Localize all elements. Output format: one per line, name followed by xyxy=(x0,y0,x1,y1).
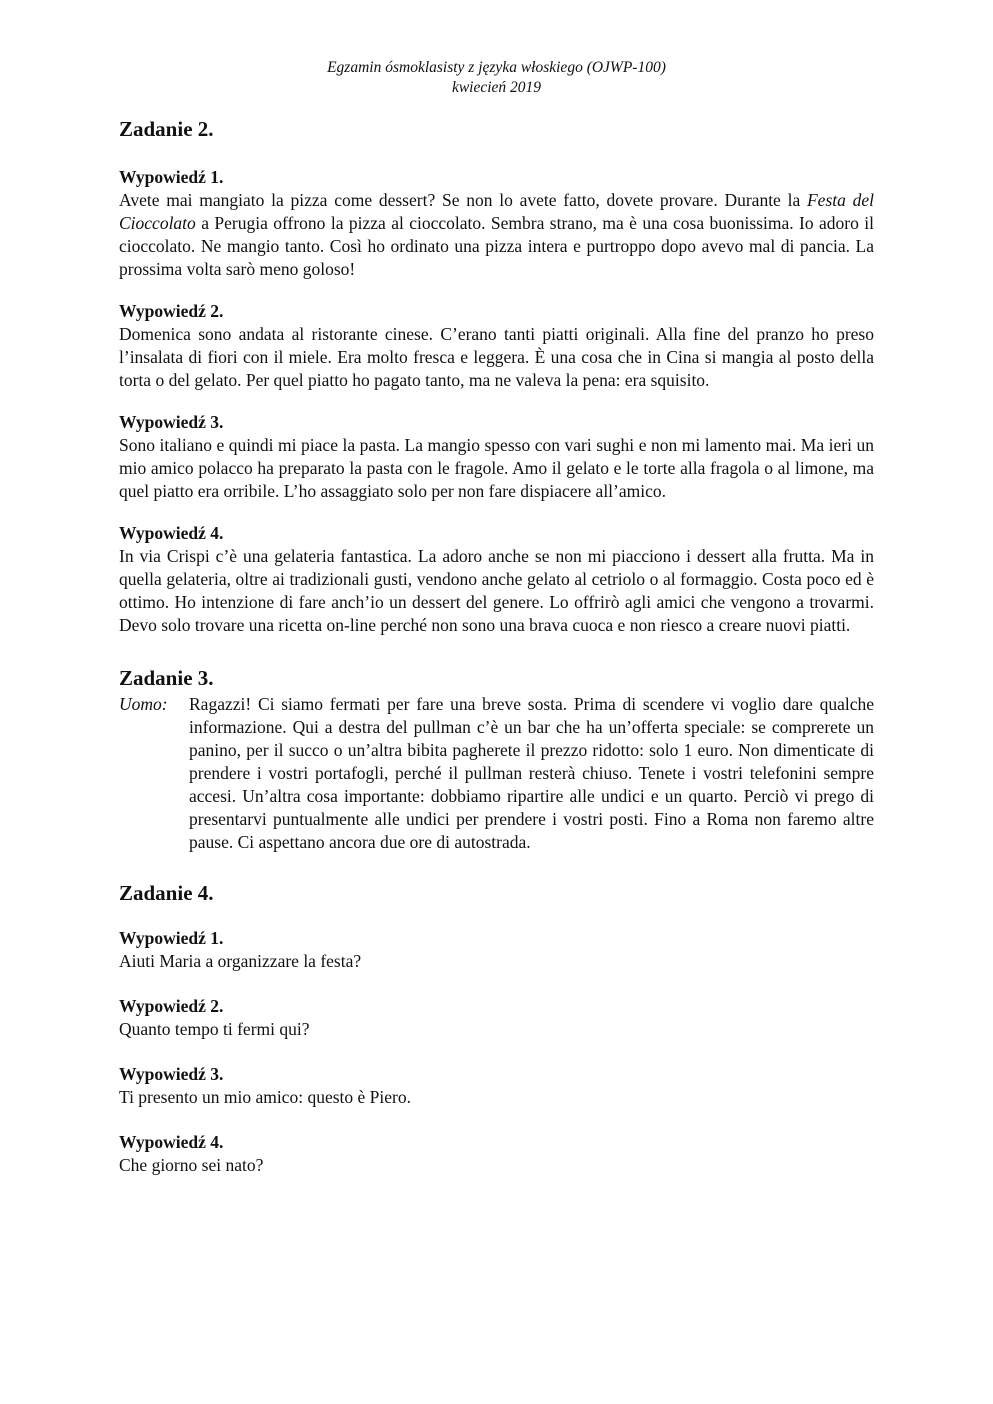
task-4-title: Zadanie 4. xyxy=(119,881,214,905)
response-text: In via Crispi c’è una gelateria fantastica. La adoro anche se non mi piacciono i dessert alla frutta. Ma in quella gelateria, oltre ai tradizionali gusti, vendono anche gelato al cetriolo o al formaggio. Costa poco ed è ottimo. Ho intenzione di fare anch’io un dessert del genere. Lo offrirò agli amici che vengono a trovarmi. Devo solo trovare una ricetta on-line perché non sono una brava cuoca e non riesco a creare nuovi piatti. xyxy=(119,546,874,635)
task-3-title: Zadanie 3. xyxy=(119,666,214,690)
response-text xyxy=(119,189,874,281)
response-text: Che giorno sei nato? xyxy=(119,1155,264,1175)
page-content xyxy=(119,116,874,1199)
response-text-part: Avete mai mangiato la pizza come dessert? Se non lo avete fatto, dovete provare. Durante la xyxy=(119,190,807,210)
task-4-response-4 xyxy=(119,1131,874,1177)
task-4-section xyxy=(119,880,874,1177)
task-2-title: Zadanie 2. xyxy=(119,117,214,141)
response-text: Sono italiano e quindi mi piace la pasta. La mangio spesso con vari sughi e non mi lamento mai. Ma ieri un mio amico polacco ha preparato la pasta con le fragole. Amo il gelato e le torte alla fragola o al limone, ma quel piatto era orribile. L’ho assaggiato solo per non fare dispiacere all’amico. xyxy=(119,435,874,501)
task-4-response-1 xyxy=(119,927,874,973)
task-4-response-3 xyxy=(119,1063,874,1109)
response-label: Wypowiedź 2. xyxy=(119,301,224,321)
response-text: Quanto tempo ti fermi qui? xyxy=(119,1019,310,1039)
response-label: Wypowiedź 4. xyxy=(119,523,224,543)
speaker-label: Uomo: xyxy=(119,694,168,714)
response-label: Wypowiedź 1. xyxy=(119,167,224,187)
response-label: Wypowiedź 1. xyxy=(119,928,224,948)
task-2-section xyxy=(119,116,874,637)
response-text: Aiuti Maria a organizzare la festa? xyxy=(119,951,362,971)
response-text-part: a Perugia offrono la pizza al cioccolato. Sembra strano, ma è una cosa buonissima. Io adoro il cioccolato. Ne mangio tanto. Così ho ordinato una pizza intera e purtroppo dopo avevo mal di pancia. La prossima volta sarò meno goloso! xyxy=(119,213,874,279)
header-date: kwiecień 2019 xyxy=(451,79,542,96)
task-3-section xyxy=(119,665,874,854)
task-2-response-1 xyxy=(119,166,874,281)
speaker-text: Ragazzi! Ci siamo fermati per fare una breve sosta. Prima di scendere vi voglio dare qualche informazione. Qui a destra del pullman c’è un bar che ha un’offerta speciale: se comprerete un panino, per il succo o un’altra bibita pagherete il prezzo ridotto: solo 1 euro. Non dimenticate di prendere i vostri portafogli, perché il pullman resterà chiuso. Tenete i vostri telefonini sempre accesi. Un’altra cosa importante: dobbiamo ripartire alle undici e un quarto. Perciò vi prego di presentarvi puntualmente alle undici per prendere i vostri posti. Fino a Roma non faremo altre pause. Ci aspettano ancora due ore di autostrada. xyxy=(189,694,874,852)
response-label: Wypowiedź 3. xyxy=(119,1064,224,1084)
response-text-italic: Festa del Cioccolato xyxy=(119,190,875,233)
task-2-response-4 xyxy=(119,522,874,637)
header-exam-title: Egzamin ósmoklasisty z języka włoskiego (OJWP-100) xyxy=(327,59,666,76)
response-label: Wypowiedź 2. xyxy=(119,996,224,1016)
task-2-response-3 xyxy=(119,411,874,503)
response-text: Domenica sono andata al ristorante cinese. C’erano tanti piatti originali. Alla fine del pranzo ho preso l’insalata di fiori con il miele. Era molto fresca e leggera. È una cosa che in Cina si mangia al posto della torta o del gelato. Per quel piatto ho pagato tanto, ma ne valeva la pena: era squisito. xyxy=(119,324,874,390)
dialogue-row xyxy=(119,693,874,854)
response-label: Wypowiedź 3. xyxy=(119,412,224,432)
response-label: Wypowiedź 4. xyxy=(119,1132,224,1152)
page-header xyxy=(0,58,993,98)
task-4-response-2 xyxy=(119,995,874,1041)
task-2-response-2 xyxy=(119,300,874,392)
response-text: Ti presento un mio amico: questo è Piero. xyxy=(119,1087,411,1107)
